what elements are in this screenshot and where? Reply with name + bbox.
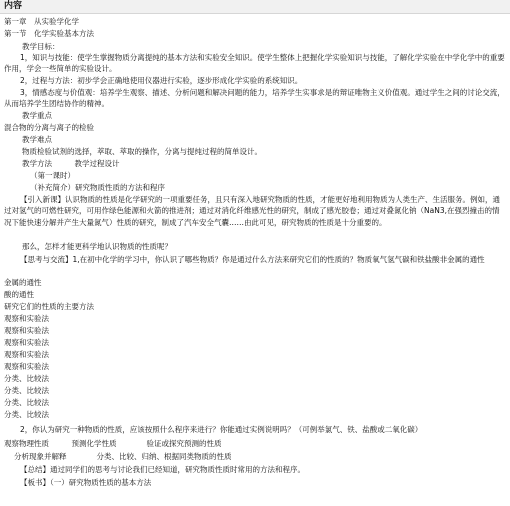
method-item: 分类、比较法 (4, 374, 49, 383)
section-title: 第一节 化学实验基本方法 (4, 29, 94, 38)
method-item: 观察和实验法 (4, 338, 49, 347)
content-header-title: 内容 (4, 1, 23, 11)
method-design-heading: 教学方法 教学过程设计 (22, 159, 120, 168)
key-points-heading: 教学重点 (22, 111, 52, 120)
objective-knowledge: 1，知识与技能：使学生掌握物质分离提纯的基本方法和实验安全知识。使学生整体上把握化学实验知识与技能，了解化学实验在中学化学中的重要作用，学会一些简单的实验设计。 (4, 53, 505, 74)
question-line: 那么，怎样才能更科学地认识物质的性质呢？ (22, 242, 172, 251)
objectives-heading: 教学目标： (22, 42, 60, 51)
procedure-steps-1: 观察物理性质 预测化学性质 验证或探究预测的性质 (4, 439, 222, 448)
difficulties-text: 物质检验试剂的选择，萃取、萃取的操作，分离与提纯过程的简单设计。 (22, 147, 262, 156)
method-item: 观察和实验法 (4, 314, 49, 323)
method-item: 分类、比较法 (4, 386, 49, 395)
method-item: 观察和实验法 (4, 326, 49, 335)
method-item: 分类、比较法 (4, 410, 49, 419)
lesson-number: （第一课时） (30, 171, 75, 180)
objective-process: 2，过程与方法：初步学会正确地使用仪器进行实验，逐步形成化学实验的系统知识。 (20, 76, 303, 85)
method-item: 观察和实验法 (4, 362, 49, 371)
method-item: 分类、比较法 (4, 398, 49, 407)
discussion-question-2: 2，你认为研究一种物质的性质，应该按照什么程序来进行？你能通过实例说明吗？（可例举氯气、铁、盐酸或二氧化碳） (20, 425, 423, 434)
procedure-steps-2: 分析现象并解释 分类、比较、归纳、根据同类物质的性质 (14, 452, 232, 461)
supplement-intro: （补充简介）研究物质性质的方法和程序 (30, 183, 165, 192)
difficulties-heading: 教学难点 (22, 135, 52, 144)
intro-paragraph: 【引入新课】认识物质的性质是化学研究的一项重要任务，且只有深入地研究物质的性质，才能更好地利用物质为人类生产、生活服务。例如，通过对氢气的可燃性研究，可用作绿色能源和火箭的推进剂；通过对消化纤维感光性的研究，制成了感光胶卷；通过对叠氮化钠（NaN3,在强烈撞击的情况下能快速分解并产生大量氮气）性质的研究，制成了汽车安全气囊……由此可见，研究物质的性质是十分重要的。 (4, 195, 500, 227)
board-writing: 【板书】（一）研究物质性质的基本方法 (20, 478, 152, 487)
methods-heading: 研究它们的性质的主要方法 (4, 302, 94, 311)
chapter-title: 第一章 从实验学化学 (4, 17, 79, 26)
method-item: 观察和实验法 (4, 350, 49, 359)
metal-properties: 金属的通性 (4, 278, 42, 287)
objective-attitude: 3，情感态度与价值观：培养学生观察、描述、分析问题和解决问题的能力，培养学生实事求是的辩证唯物主义价值观。通过学生之间的讨论交流，从而培养学生团结协作的精神。 (4, 88, 505, 109)
key-points-text: 混合物的分离与离子的检验 (4, 123, 94, 132)
discussion-question-1: 【思考与交流】1,在初中化学的学习中，你认识了哪些物质？你是通过什么方法来研究它们的性质的？物质氧气氢气碳和铁盐酸非金属的通性 (20, 255, 485, 264)
content-header-bar (0, 0, 510, 14)
acid-properties: 酸的通性 (4, 290, 34, 299)
summary-line: 【总结】通过同学们的思考与讨论我们已经知道，研究物质性质时常用的方法和程序。 (20, 465, 305, 474)
